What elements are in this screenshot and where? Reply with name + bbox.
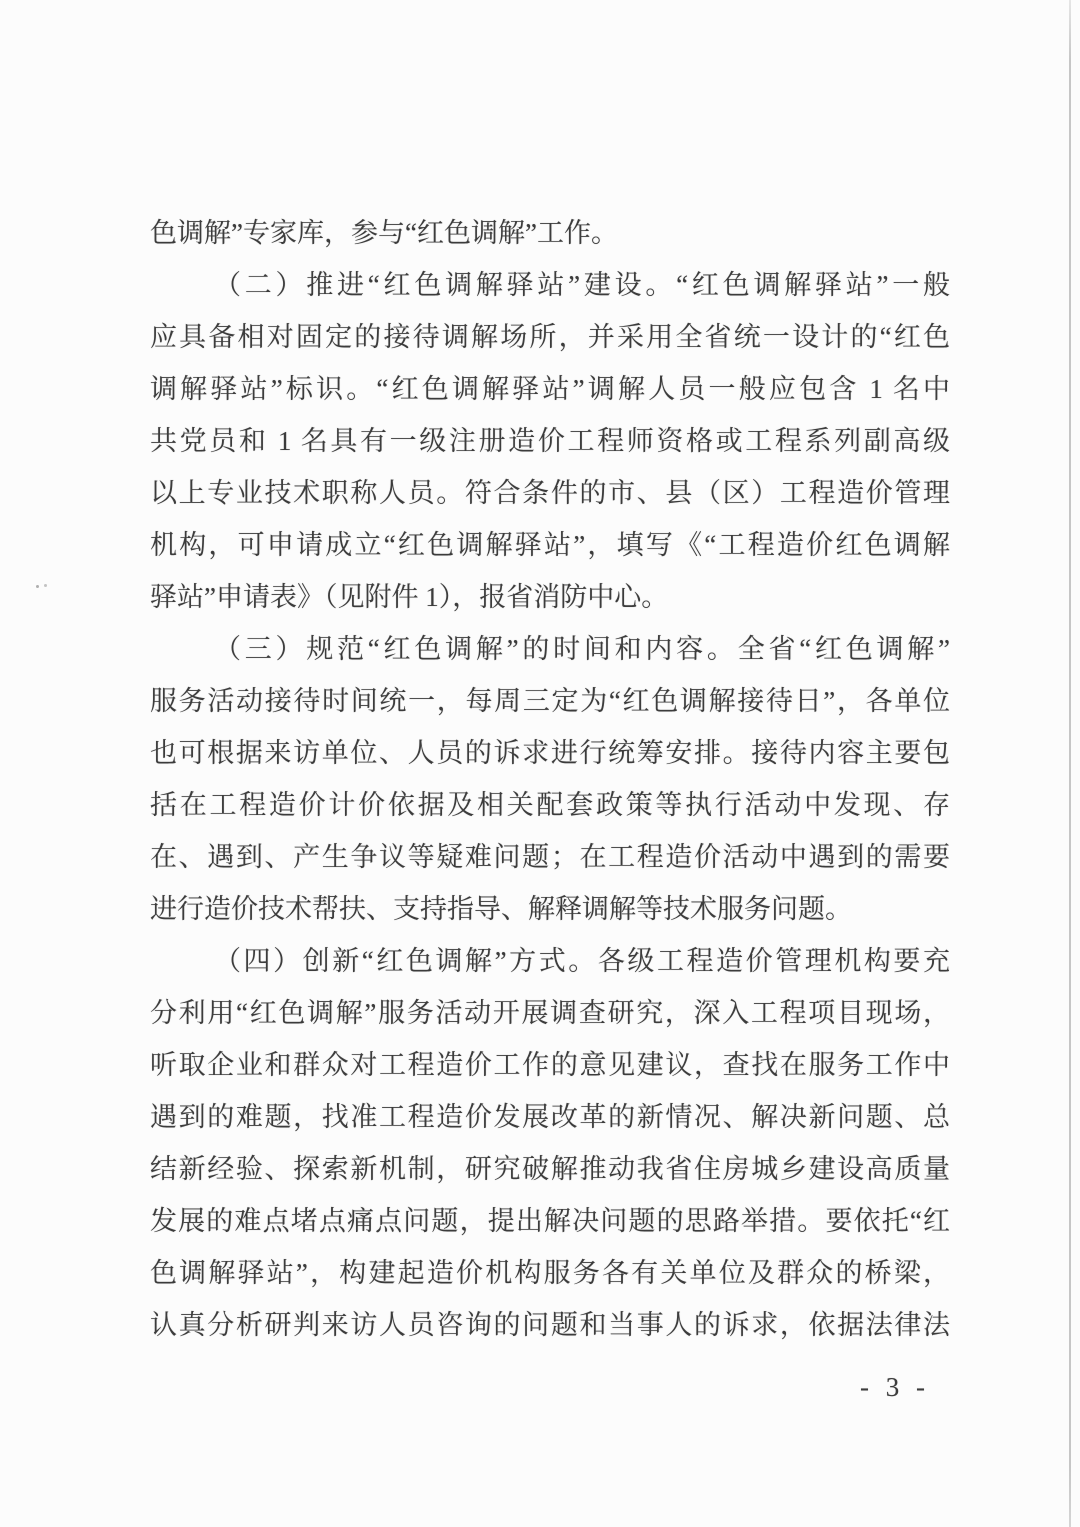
document-line: 以上专业技术职称人员。符合条件的市、县（区）工程造价管理 (150, 478, 950, 508)
document-line: （二）推进“红色调解驿站”建设。“红色调解驿站”一般 (214, 270, 950, 300)
document-line: 色调解驿站”，构建起造价机构服务各有关单位及群众的桥梁， (150, 1258, 950, 1288)
document-line: 驿站”申请表》（见附件 1），报省消防中心。 (150, 582, 669, 612)
document-line: 结新经验、探索新机制，研究破解推动我省住房城乡建设高质量 (150, 1154, 950, 1184)
document-line: 进行造价技术帮扶、支持指导、解释调解等技术服务问题。 (150, 894, 852, 924)
document-line: 调解驿站”标识。“红色调解驿站”调解人员一般应包含 1 名中 (150, 374, 950, 404)
scan-edge-line (1069, 0, 1071, 1527)
document-line: 机构，可申请成立“红色调解驿站”，填写《“工程造价红色调解 (150, 530, 950, 560)
document-line: 也可根据来访单位、人员的诉求进行统筹安排。接待内容主要包 (150, 738, 950, 768)
page-number: - 3 - (860, 1372, 930, 1402)
document-line: （三）规范“红色调解”的时间和内容。全省“红色调解” (214, 634, 950, 664)
document-body-text (150, 207, 950, 1351)
document-line: 分利用“红色调解”服务活动开展调查研究，深入工程项目现场， (150, 998, 950, 1028)
document-line: 共党员和 1 名具有一级注册造价工程师资格或工程系列副高级 (150, 426, 950, 456)
document-line: （四）创新“红色调解”方式。各级工程造价管理机构要充 (214, 946, 950, 976)
document-line: 听取企业和群众对工程造价工作的意见建议，查找在服务工作中 (150, 1050, 950, 1080)
document-line: 应具备相对固定的接待调解场所，并采用全省统一设计的“红色 (150, 322, 950, 352)
scan-speck (36, 585, 39, 588)
document-line: 发展的难点堵点痛点问题，提出解决问题的思路举措。要依托“红 (150, 1206, 950, 1236)
document-line: 在、遇到、产生争议等疑难问题；在工程造价活动中遇到的需要 (150, 842, 950, 872)
document-line: 认真分析研判来访人员咨询的问题和当事人的诉求，依据法律法 (150, 1310, 950, 1340)
document-line: 括在工程造价计价依据及相关配套政策等执行活动中发现、存 (150, 790, 950, 820)
document-line: 服务活动接待时间统一，每周三定为“红色调解接待日”，各单位 (150, 686, 950, 716)
document-line: 色调解”专家库，参与“红色调解”工作。 (150, 218, 618, 248)
document-line: 遇到的难题，找准工程造价发展改革的新情况、解决新问题、总 (150, 1102, 950, 1132)
